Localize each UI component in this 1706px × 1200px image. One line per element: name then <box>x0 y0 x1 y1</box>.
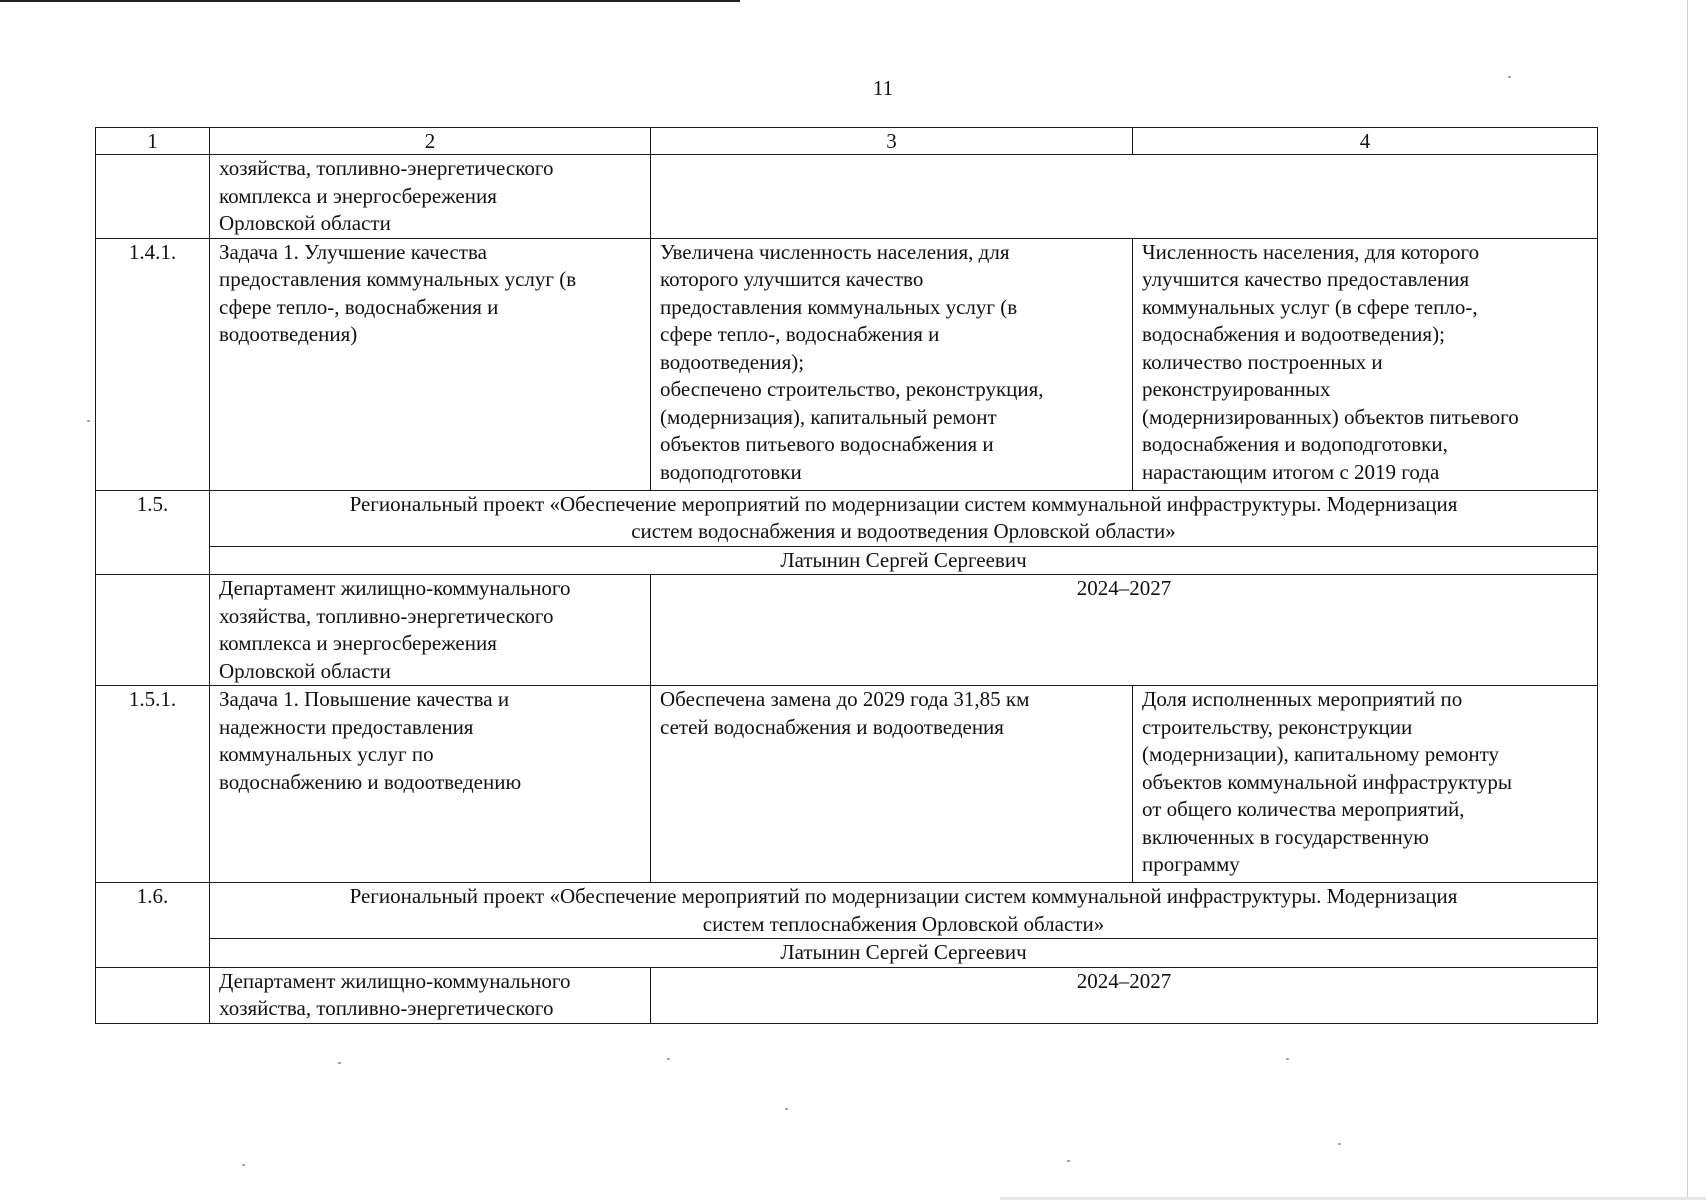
text-line: коммунальных услуг по <box>219 742 434 766</box>
text-line: Орловской области <box>219 658 391 683</box>
table-row-1-5-curator <box>96 546 1598 575</box>
text-line: Задача 1. Повышение качества и <box>219 687 510 711</box>
text-line: предоставления коммунальных услуг (в <box>660 294 1018 319</box>
text-line: хозяйства, топливно-энергетического <box>219 603 554 628</box>
scan-speck <box>1286 1058 1289 1060</box>
text-line: объектов коммунальной инфраструктуры <box>1142 769 1512 794</box>
dept-continuation-cell <box>210 155 651 239</box>
text-line: водоотведения); <box>660 349 805 374</box>
curator-cell: Латынин Сергей Сергеевич <box>210 546 1598 575</box>
scan-top-rule <box>0 0 740 2</box>
text-line: Орловской области <box>219 211 391 235</box>
table-row-1-6-curator <box>96 939 1598 968</box>
text-line: Увеличена численность населения, для <box>660 239 1010 264</box>
text-line: водоснабжению и водоотведению <box>219 769 522 794</box>
text-line: обеспечено строительство, реконструкция, <box>660 377 1044 401</box>
table-header-row <box>96 128 1598 155</box>
text-line: Департамент жилищно-коммунального <box>219 576 571 600</box>
text-line: программу <box>1142 852 1240 876</box>
text-line: водоотведения) <box>219 322 358 346</box>
table-row-continuation <box>96 155 1598 239</box>
num-cell-empty <box>96 967 210 1023</box>
text-line: водоснабжения и водоподготовки, <box>1142 432 1448 456</box>
text-line: реконструированных <box>1142 377 1331 401</box>
scan-speck <box>667 1058 670 1060</box>
indicator-cell <box>1133 686 1598 883</box>
project-title-cell <box>210 490 1598 546</box>
header-cell-3: 3 <box>651 128 1133 155</box>
scan-speck <box>1067 1160 1070 1162</box>
text-line: количество построенных и <box>1142 349 1383 374</box>
text-line: сетей водоснабжения и водоотведения <box>660 714 1004 739</box>
text-line: улучшится качество предоставления <box>1142 267 1470 291</box>
text-line: сфере тепло-, водоснабжения и <box>660 322 940 346</box>
page-number: 11 <box>872 76 894 100</box>
num-cell-empty <box>96 575 210 686</box>
scan-speck <box>87 420 90 422</box>
task-cell <box>210 238 651 490</box>
text-line: хозяйства, топливно-энергетического <box>219 156 554 180</box>
text-line: от общего количества мероприятий, <box>1142 797 1465 821</box>
table-row-1-5-1 <box>96 686 1598 883</box>
empty-merged-cell <box>651 155 1598 239</box>
text-line: нарастающим итогом с 2019 года <box>1142 459 1440 484</box>
row-number: 1.6. <box>96 883 210 968</box>
indicator-cell <box>1133 238 1598 490</box>
text-line: хозяйства, топливно-энергетического <box>219 996 554 1020</box>
header-cell-2: 2 <box>210 128 651 155</box>
num-cell-empty <box>96 155 210 239</box>
table-row-1-6-project <box>96 883 1598 939</box>
text-line: комплекса и энергосбережения <box>219 183 497 208</box>
row-number: 1.4.1. <box>96 238 210 490</box>
table-row-1-6-dept <box>96 967 1598 1023</box>
scan-speck <box>338 1062 341 1064</box>
text-line: Региональный проект «Обеспечение мероприятий по модернизации систем коммунальной инфраструктуры. Модернизация <box>349 884 1458 908</box>
header-cell-4: 4 <box>1133 128 1598 155</box>
text-line: коммунальных услуг (в сфере тепло-, <box>1142 294 1478 319</box>
dept-cell <box>210 967 651 1023</box>
scan-speck <box>785 1108 788 1110</box>
project-title-cell <box>210 883 1598 939</box>
period-cell: 2024–2027 <box>651 575 1598 686</box>
result-cell <box>651 686 1133 883</box>
table-row-1-4-1 <box>96 238 1598 490</box>
scan-speck <box>242 1164 245 1166</box>
text-line: сфере тепло-, водоснабжения и <box>219 294 499 319</box>
period-cell: 2024–2027 <box>651 967 1598 1023</box>
text-line: Обеспечена замена до 2029 года 31,85 км <box>660 687 1030 711</box>
scan-speck <box>1508 76 1511 78</box>
text-line: водоснабжения и водоотведения); <box>1142 322 1445 346</box>
text-line: комплекса и энергосбережения <box>219 631 497 655</box>
text-line: водоподготовки <box>660 459 802 484</box>
header-cell-1: 1 <box>96 128 210 155</box>
measures-table <box>95 127 1598 1024</box>
scan-speck <box>1338 1143 1341 1145</box>
text-line: систем теплоснабжения Орловской области» <box>702 911 1105 936</box>
text-line: (модернизация), капитальный ремонт <box>660 404 997 429</box>
text-line: (модернизированных) объектов питьевого <box>1142 404 1519 429</box>
text-line: строительству, реконструкции <box>1142 714 1413 739</box>
text-line: Региональный проект «Обеспечение мероприятий по модернизации систем коммунальной инфраструктуры. Модернизация <box>349 491 1458 516</box>
text-line: Доля исполненных мероприятий по <box>1142 687 1463 711</box>
task-cell <box>210 686 651 883</box>
row-number: 1.5.1. <box>96 686 210 883</box>
table-row-1-5-project <box>96 490 1598 546</box>
text-line: объектов питьевого водоснабжения и <box>660 432 994 456</box>
result-cell <box>651 238 1133 490</box>
text-line: Департамент жилищно-коммунального <box>219 968 571 993</box>
dept-cell <box>210 575 651 686</box>
text-line: систем водоснабжения и водоотведения Орловской области» <box>631 519 1176 543</box>
text-line: предоставления коммунальных услуг (в <box>219 267 577 291</box>
text-line: (модернизации), капитальному ремонту <box>1142 742 1500 766</box>
text-line: которого улучшится качество <box>660 267 924 291</box>
scan-right-edge <box>1687 0 1688 1200</box>
row-number: 1.5. <box>96 490 210 575</box>
text-line: Задача 1. Улучшение качества <box>219 239 487 264</box>
curator-cell: Латынин Сергей Сергеевич <box>210 939 1598 968</box>
text-line: включенных в государственную <box>1142 824 1429 849</box>
text-line: Численность населения, для которого <box>1142 239 1480 264</box>
text-line: надежности предоставления <box>219 714 474 739</box>
table-row-1-5-dept <box>96 575 1598 686</box>
